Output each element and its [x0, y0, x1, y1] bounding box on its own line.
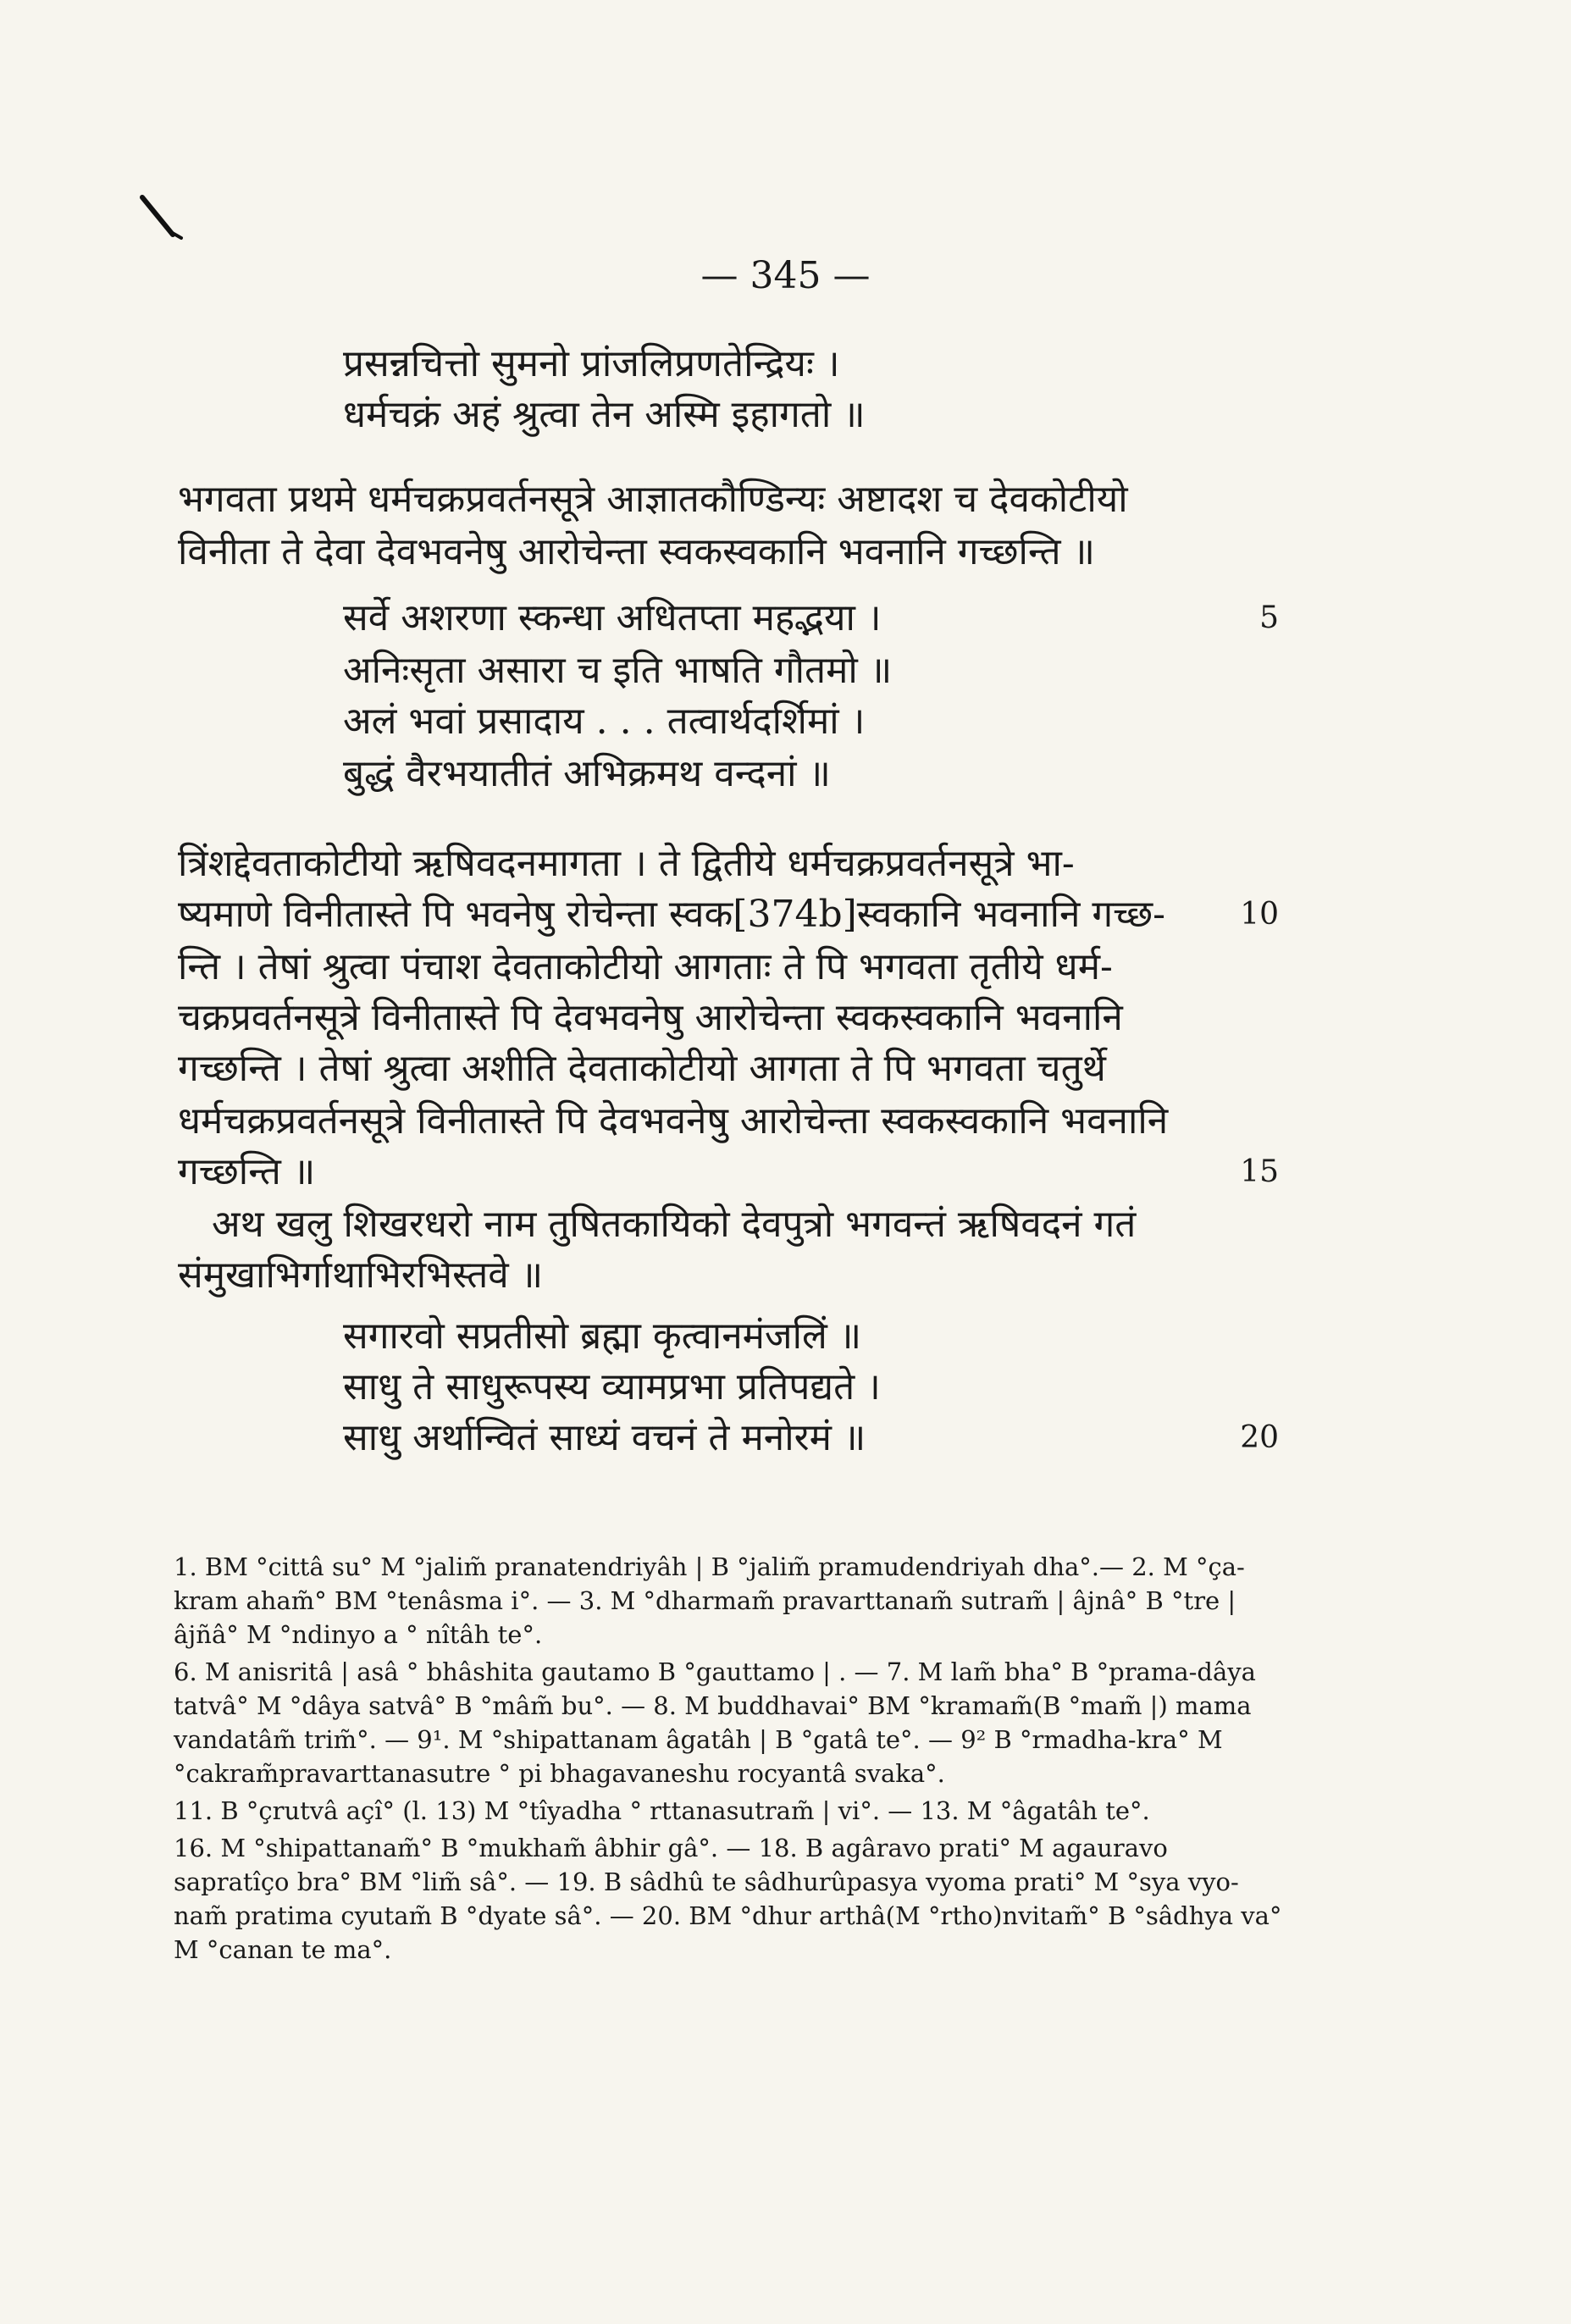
verse-line: प्रसन्नचित्तो सुमनो प्रांजलिप्रणतेन्द्रियः । — [343, 342, 840, 385]
pen-stroke-mark — [136, 191, 186, 241]
prose-line: त्रिंशद्देवताकोटीयो ऋषिवदनमागता । ते द्वितीये धर्मचक्रप्रवर्तनसूत्रे भा- — [178, 842, 1075, 885]
footnote: 1. BM °cittâ su° M °jalim̃ pranatendriyâh | B °jalim̃ pramudendriyah dha°.— 2. M °ça-kram aham̃° BM °tenâsma i°. — 3. M °dharmam̃ pravarttanam̃ sutram̃ | âjnâ° B °tre | âjñâ° M °ndinyo a ° nîtâh te°. — [174, 1552, 1245, 1649]
prose-line: अथ खलु शिखरधरो नाम तुषितकायिको देवपुत्रो भगवन्तं ऋषिवदनं गतं — [212, 1203, 1137, 1246]
prose-line: चक्रप्रवर्तनसूत्रे विनीतास्ते पि देवभवनेषु आरोचेन्ता स्वकस्वकानि भवनानि — [178, 996, 1123, 1039]
prose-line: न्ति । तेषां श्रुत्वा पंचाश देवताकोटीयो आगताः ते पि भगवता तृतीये धर्म- — [178, 945, 1113, 988]
footnotes — [174, 1550, 1283, 1970]
line-number: 15 — [1240, 1154, 1279, 1189]
prose-line: गच्छन्ति । तेषां श्रुत्वा अशीति देवताकोटीयो आगता ते पि भगवता चतुर्थे — [178, 1047, 1106, 1090]
verse-line: अनिःसृता असारा च इति भाषति गौतमो ॥ — [343, 649, 893, 692]
prose-line: संमुखाभिर्गाथाभिरभिस्तवे ॥ — [178, 1253, 544, 1297]
line-number: 10 — [1240, 897, 1279, 932]
prose-line: धर्मचक्रप्रवर्तनसूत्रे विनीतास्ते पि देवभवनेषु आरोचेन्ता स्वकस्वकानि भवनानि — [178, 1099, 1169, 1143]
footnote: 11. B °çrutvâ açî° (l. 13) M °tîyadha ° rttanasutram̃ | vi°. — 13. M °âgatâh te°. — [174, 1796, 1150, 1825]
verse-line: बुद्धं वैरभयातीतं अभिक्रमथ वन्दनां ॥ — [343, 752, 831, 795]
verse-line: धर्मचक्रं अहं श्रुत्वा तेन अस्मि इहागतो ॥ — [343, 393, 866, 436]
verse-line: साधु अर्थान्वितं साध्यं वचनं ते मनोरमं ॥ — [343, 1416, 866, 1459]
prose-line: भगवता प्रथमे धर्मचक्रप्रवर्तनसूत्रे आज्ञातकौण्डिन्यः अष्टादश च देवकोटीयो — [178, 478, 1128, 521]
verse-line: साधु ते साधुरूपस्य व्यामप्रभा प्रतिपद्यते । — [343, 1365, 881, 1408]
page-number: — 345 — — [700, 254, 871, 297]
footnote: 16. M °shipattanam̃° B °mukham̃ âbhir gâ°. — 18. B agâravo prati° M agauravo sapratîço bra° BM °lim̃ sâ°. — 19. B sâdhû te sâdhurûpasya vyoma prati° M °sya vyo-nam̃ pratima cyutam̃ B °dyate sâ°. — 20. BM °dhur arthâ(M °rtho)nvitam̃° B °sâdhya va° M °canan te ma°. — [174, 1834, 1282, 1964]
verse-line: अलं भवां प्रसादाय . . . तत्वार्थदर्शिमां । — [343, 700, 866, 743]
prose-line: ष्यमाणे विनीतास्ते पि भवनेषु रोचेन्ता स्वक[374b]स्वकानि भवनानि गच्छ- — [178, 893, 1166, 936]
prose-line: विनीता ते देवा देवभवनेषु आरोचेन्ता स्वकस्वकानि भवनानि गच्छन्ति ॥ — [178, 530, 1095, 573]
verse-line: सर्वे अशरणा स्कन्धा अधितप्ता महद्भया । — [343, 596, 882, 639]
footnote: 6. M anisritâ | asâ ° bhâshita gautamo B °gauttamo | . — 7. M lam̃ bha° B °prama-dâya tatvâ° M °dâya satvâ° B °mâm̃ bu°. — 8. M buddhavai° BM °kramam̃(B °mam̃ |) mama vandatâm̃ trim̃°. — 9¹. M °shipattanam âgatâh | B °gatâ te°. — 9² B °rmadha-kra° M °cakram̃pravarttanasutre ° pi bhagavaneshu rocyantâ svaka°. — [174, 1657, 1256, 1788]
line-number: 20 — [1240, 1420, 1279, 1455]
line-number: 5 — [1259, 600, 1279, 635]
verse-line: सगारवो सप्रतीसो ब्रह्मा कृत्वानमंजलिं ॥ — [343, 1314, 862, 1358]
prose-line: गच्छन्ति ॥ — [178, 1150, 316, 1193]
